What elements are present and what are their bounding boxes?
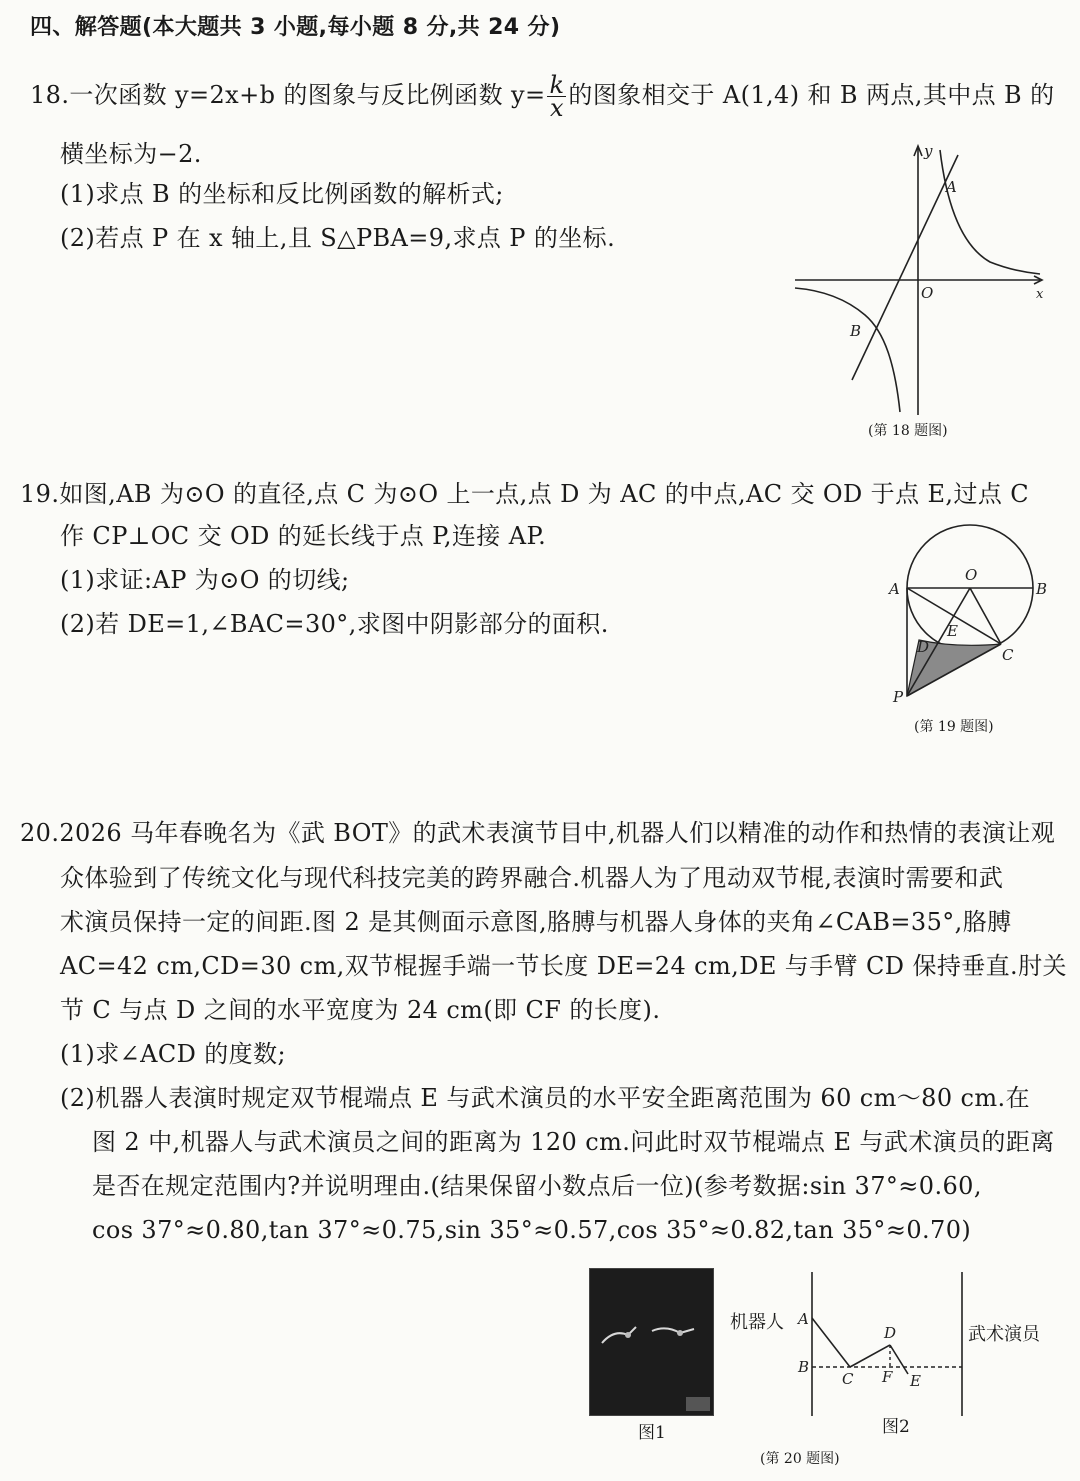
- q20-label-e: E: [910, 1372, 921, 1390]
- q18-frac-num: k: [549, 71, 565, 99]
- q18-frac-den: x: [549, 94, 564, 122]
- q18-figure: [790, 140, 1050, 430]
- q19-label-e: E: [947, 622, 958, 640]
- q20-photo-performer-2: [652, 1328, 694, 1333]
- q19-label-c: C: [1002, 646, 1014, 664]
- q18-linear-graph: [852, 155, 958, 380]
- q20-photo: [589, 1268, 714, 1416]
- q20-label-c: C: [842, 1370, 854, 1388]
- q20-fig1-caption: 图1: [638, 1423, 666, 1443]
- q18-line1-a: 18.一次函数 y=2x+b 的图象与反比例函数 y=: [30, 81, 546, 109]
- q20-line-5: 节 C 与点 D 之间的水平宽度为 24 cm(即 CF 的长度).: [60, 996, 661, 1024]
- q20-nunchaku-de: [890, 1345, 908, 1374]
- q18-label-b: B: [850, 322, 862, 340]
- q20-photo-glow-2: [677, 1330, 683, 1336]
- q20-arm-ac: [812, 1318, 850, 1367]
- q20-photo-glow-1: [625, 1332, 631, 1338]
- q20-part2-line2: 图 2 中,机器人与武术演员之间的距离为 120 cm.问此时双节棍端点 E 与武术演员的距离: [92, 1128, 1055, 1156]
- q20-line-4: AC=42 cm,CD=30 cm,双节棍握手端一节长度 DE=24 cm,DE 与手臂 CD 保持垂直.肘关: [60, 952, 1067, 980]
- q19-label-a: A: [889, 580, 900, 598]
- q20-part1: (1)求∠ACD 的度数;: [60, 1040, 286, 1068]
- q19-caption: (第 19 题图): [914, 719, 994, 735]
- q20-figure2: [790, 1270, 970, 1420]
- q20-label-f: F: [882, 1368, 893, 1386]
- q18-line2: 横坐标为−2.: [60, 140, 202, 168]
- q20-part2-line3: 是否在规定范围内?并说明理由.(结果保留小数点后一位)(参考数据:sin 37°≈0.60,: [92, 1172, 982, 1200]
- q20-label-d: D: [884, 1324, 897, 1342]
- q18-fraction: [547, 71, 566, 122]
- q20-part2-line1: (2)机器人表演时规定双节棍端点 E 与武术演员的水平安全距离范围为 60 cm～80 cm.在: [60, 1084, 1030, 1112]
- q20-photo-floor: [686, 1397, 710, 1411]
- q20-line-2: 众体验到了传统文化与现代科技完美的跨界融合.机器人为了甩动双节棍,表演时需要和武: [60, 864, 1004, 892]
- q18-hyperbola-q3: [795, 288, 900, 412]
- q18-line1-b: 的图象相交于 A(1,4) 和 B 两点,其中点 B 的: [568, 81, 1055, 109]
- q18-label-o: O: [921, 284, 934, 302]
- q18-caption: (第 18 题图): [868, 423, 948, 439]
- section-title: 四、解答题(本大题共 3 小题,每小题 8 分,共 24 分): [30, 15, 561, 40]
- q18-label-x: x: [1036, 287, 1044, 302]
- q20-robot-label: 机器人: [730, 1312, 784, 1333]
- q20-part2-line4: cos 37°≈0.80,tan 37°≈0.75,sin 35°≈0.57,cos 35°≈0.82,tan 35°≈0.70): [92, 1216, 972, 1244]
- q19-line2: 作 CP⊥OC 交 OD 的延长线于点 P,连接 AP.: [60, 522, 547, 550]
- q20-label-b: B: [798, 1358, 810, 1376]
- q18-label-a: A: [946, 178, 957, 196]
- q20-caption: (第 20 题图): [760, 1451, 840, 1467]
- q19-part2: (2)若 DE=1,∠BAC=30°,求图中阴影部分的面积.: [60, 610, 609, 638]
- q20-line-3: 术演员保持一定的间距.图 2 是其侧面示意图,胳膊与机器人身体的夹角∠CAB=35°,胳膊: [60, 908, 1012, 936]
- q19-part1: (1)求证:AP 为⊙O 的切线;: [60, 566, 350, 594]
- q19-label-b: B: [1036, 580, 1048, 598]
- q20-label-a: A: [798, 1310, 809, 1328]
- q20-fig2-caption: 图2: [882, 1417, 910, 1437]
- q19-label-p: P: [893, 688, 904, 706]
- q20-performer-label: 武术演员: [968, 1324, 1040, 1345]
- q18-label-y: y: [924, 142, 933, 160]
- q20-line-1: 20.2026 马年春晚名为《武 BOT》的武术表演节目中,机器人们以精准的动作和热情的表演让观: [20, 819, 1056, 847]
- q20-photo-figures: [590, 1269, 713, 1415]
- q18-part2: (2)若点 P 在 x 轴上,且 S△PBA=9,求点 P 的坐标.: [60, 224, 616, 252]
- q19-label-d: D: [917, 638, 930, 656]
- q18-part1: (1)求点 B 的坐标和反比例函数的解析式;: [60, 180, 504, 208]
- q19-label-o: O: [965, 566, 978, 584]
- q19-figure: [885, 518, 1055, 708]
- q19-line1: 19.如图,AB 为⊙O 的直径,点 C 为⊙O 上一点,点 D 为 AC 的中点,AC 交 OD 于点 E,过点 C: [20, 480, 1030, 508]
- q18-line1: [30, 71, 1055, 122]
- q20-arm-cd: [850, 1345, 890, 1367]
- q18-hyperbola-q1: [940, 150, 1040, 274]
